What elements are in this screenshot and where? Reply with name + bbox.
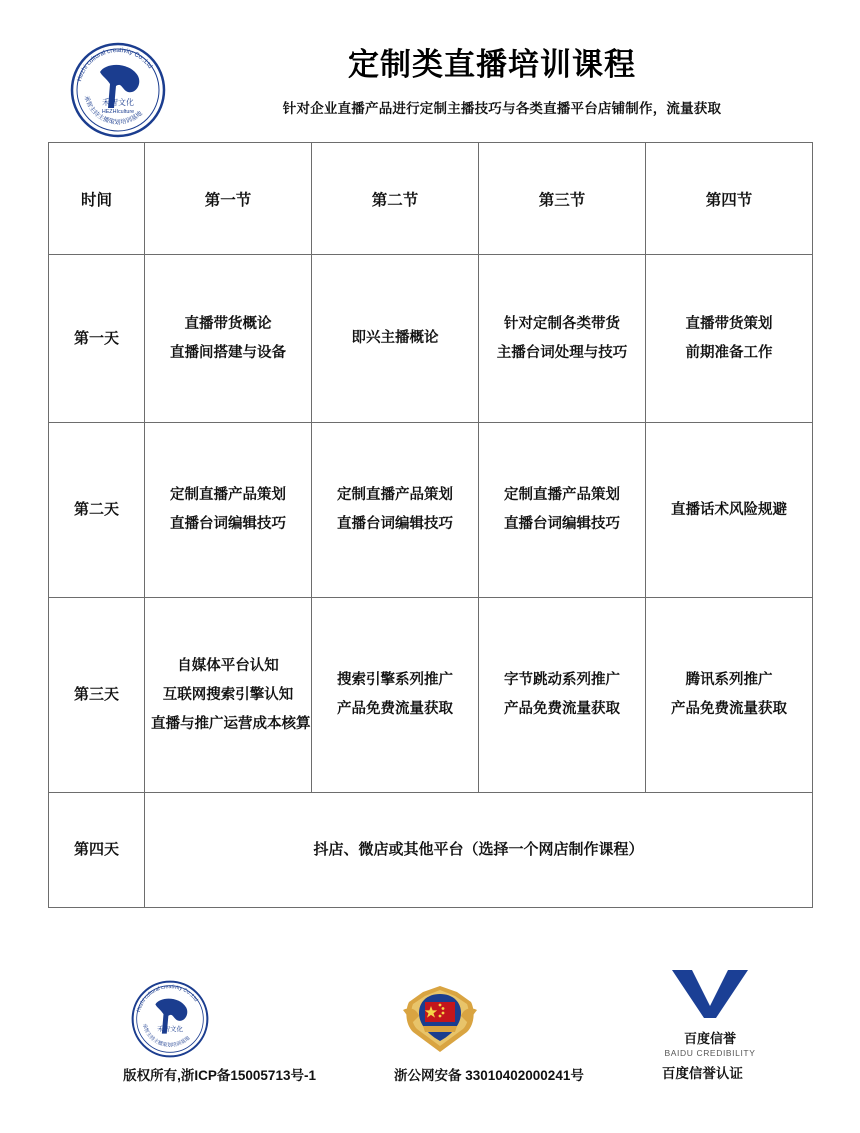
page-title: 定制类直播培训课程: [348, 47, 636, 82]
svg-text:禾智文化: 禾智文化: [102, 98, 134, 107]
cell-day3-session4: [646, 598, 813, 793]
table-row: [49, 423, 813, 598]
cell-day2-session3: [479, 423, 646, 598]
cell-day3-session3: [479, 598, 646, 793]
column-header-session4: 第四节: [646, 143, 813, 255]
cell-day1-session4: [646, 255, 813, 423]
svg-text:Hezhi cultural creativity Co.,: Hezhi cultural creativity Co.,Ltd: [76, 46, 154, 83]
column-header-session1: 第一节: [145, 143, 312, 255]
footer-badges: [0, 958, 860, 1058]
copyright-text: 版权所有,浙ICP备15005713号-1: [123, 1068, 316, 1083]
svg-text:承智主持主播策划培训基地: 承智主持主播策划培训基地: [140, 1023, 192, 1049]
cell-line: 直播带货策划: [685, 315, 773, 332]
cell-line: 定制直播产品策划: [337, 487, 453, 503]
row-time-label: 第二天: [49, 423, 145, 598]
cell-line: 前期准备工作: [685, 344, 773, 361]
cell-day3-session2: [312, 598, 479, 793]
cell-line: 定制直播产品策划: [170, 487, 286, 503]
cell-line: 直播间搭建与设备: [170, 344, 286, 361]
cell-line: 字节跳动系列推广: [504, 672, 620, 688]
police-badge-icon: [397, 980, 483, 1058]
baidu-cert-text: 百度信誉认证: [661, 1066, 743, 1081]
table-row: [49, 598, 813, 793]
course-schedule-table-wrap: [48, 142, 812, 908]
baidu-caption-en: BAIDU CREDIBILITY: [664, 1048, 756, 1058]
table-row: [49, 793, 813, 908]
cell-line: 直播与推广运营成本核算: [151, 715, 311, 732]
svg-text:HEZHIculture: HEZHIculture: [101, 109, 135, 115]
page-footer: [0, 958, 860, 1103]
cell-line: 自媒体平台认知: [177, 657, 279, 674]
svg-text:承智主持主播策划培训基地: 承智主持主播策划培训基地: [82, 94, 144, 127]
cell-day2-session4: [646, 423, 813, 598]
cell-line: 搜索引擎系列推广: [337, 672, 453, 688]
cell-day1-session3: [479, 255, 646, 423]
cell-line: 产品免费流量获取: [337, 701, 453, 717]
svg-text:Hezhi cultural creativity Co.,: Hezhi cultural creativity Co.,Ltd: [135, 984, 199, 1013]
page-header: [0, 0, 860, 127]
company-seal-icon: [131, 980, 209, 1058]
column-header-time: 时间: [49, 143, 145, 255]
cell-line: 腾讯系列推广: [685, 672, 773, 688]
footer-text-row: [0, 1064, 860, 1084]
cell-day1-session1: [145, 255, 312, 423]
baidu-v-icon: [664, 966, 756, 1022]
cell-line: 产品免费流量获取: [504, 701, 620, 717]
cell-line: 直播话术风险规避: [671, 501, 787, 518]
cell-line: 直播带货概论: [184, 315, 272, 332]
cell-day3-session1: [145, 598, 312, 793]
cell-line: 互联网搜索引擎认知: [162, 686, 294, 703]
table-row: [49, 255, 813, 423]
row-time-label: 第三天: [49, 598, 145, 793]
cell-line: 直播台词编辑技巧: [504, 516, 620, 532]
cell-line: 针对定制各类带货: [504, 315, 620, 332]
table-header-row: [49, 143, 813, 255]
column-header-session3: 第三节: [479, 143, 646, 255]
cell-line: 产品免费流量获取: [671, 701, 787, 717]
badge-baidu-credibility: [635, 966, 785, 1058]
cell-day2-session1: [145, 423, 312, 598]
row-time-label: 第一天: [49, 255, 145, 423]
badge-hezhi-seal: [95, 980, 245, 1058]
title-block: [184, 40, 860, 117]
row-time-label: 第四天: [49, 793, 145, 908]
beian-text[interactable]: 浙公网安备 33010402000241号: [393, 1068, 584, 1083]
cell-line: 主播台词处理与技巧: [496, 344, 628, 361]
cell-line: 定制直播产品策划: [504, 487, 620, 503]
cell-line: 直播台词编辑技巧: [170, 516, 286, 532]
course-schedule-table: [48, 142, 813, 908]
cell-day1-session2: [312, 255, 479, 423]
badge-gov-web-emblem: [365, 980, 515, 1058]
page-subtitle: 针对企业直播产品进行定制主播技巧与各类直播平台店铺制作，流量获取: [282, 101, 722, 117]
column-header-session2: 第二节: [312, 143, 479, 255]
svg-text:禾智文化: 禾智文化: [157, 1026, 183, 1034]
cell-day4-fullrow: 抖店、微店或其他平台（选择一个网店制作课程）: [145, 793, 813, 908]
baidu-caption-cn: 百度信誉: [683, 1031, 736, 1046]
cell-day2-session2: [312, 423, 479, 598]
company-seal-logo: [70, 42, 166, 138]
cell-line: 即兴主播概论: [351, 330, 439, 346]
cell-line: 直播台词编辑技巧: [337, 516, 453, 532]
